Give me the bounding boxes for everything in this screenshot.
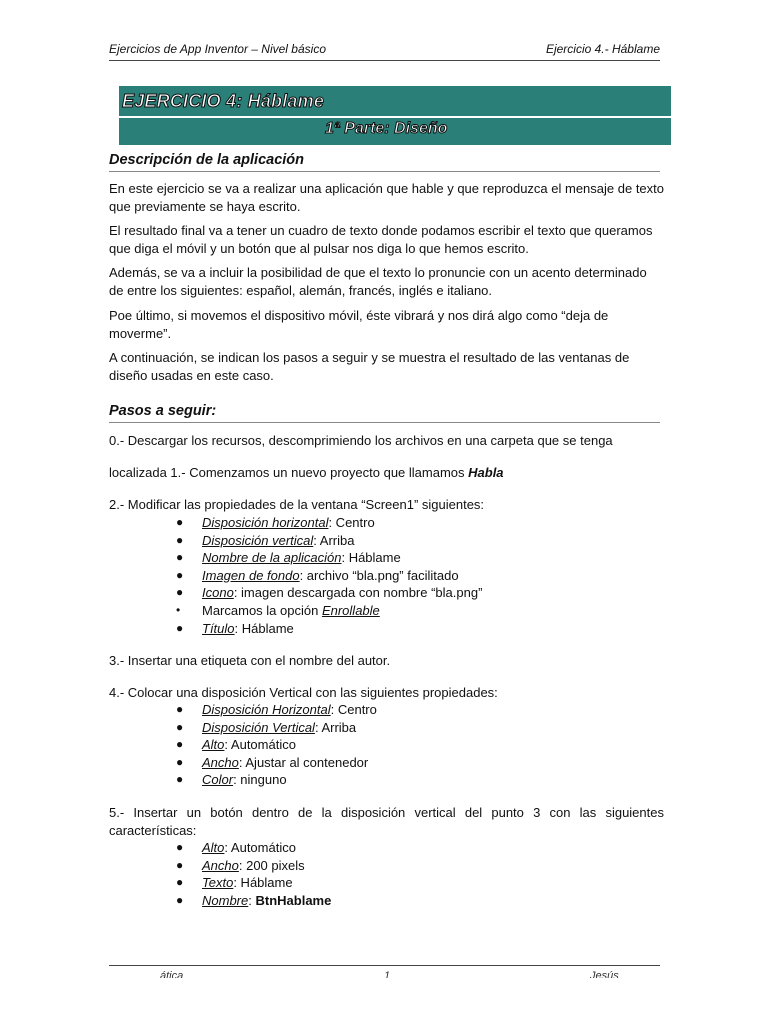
title-banner [119, 86, 671, 145]
list-item: ● Disposición horizontal: Centro [176, 515, 375, 530]
step-4: 4.- Colocar una disposición Vertical con las siguientes propiedades: [109, 685, 498, 700]
step-4-list [176, 701, 636, 789]
list-item: ● Disposición vertical: Arriba [176, 532, 355, 548]
list-item: ● Título: Háblame [176, 620, 294, 636]
step-0: 0.- Descargar los recursos, descomprimiendo los archivos en una carpeta que se tenga [109, 433, 613, 448]
footer-right-text: Jesús [590, 970, 619, 978]
header-right-text: Ejercicio 4.- Háblame [545, 42, 660, 56]
list-item: ● Icono: imagen descargada con nombre “bla.png” [176, 585, 483, 601]
exercise-title: EJERCICIO 4: Háblame [122, 91, 325, 111]
page-header [109, 42, 660, 61]
paragraph-5: A continuación, se indican los pasos a seguir y se muestra el resultado de las ventanas de diseño usadas en este caso. [109, 350, 630, 383]
list-item: ● Imagen de fondo: archivo “bla.png” facilitado [176, 567, 459, 583]
list-item: ● Alto: Automático [176, 737, 296, 753]
list-item: ● Disposición Horizontal: Centro [176, 702, 377, 717]
step-5: 5.- Insertar un botón dentro de la disposición vertical del punto 3 con las siguientes características: [109, 805, 664, 838]
step-5-list [176, 839, 636, 909]
list-item: ● Ancho: Ajustar al contenedor [176, 754, 369, 770]
footer-left-text: ática [160, 970, 184, 978]
section-steps-heading: Pasos a seguir: [109, 403, 660, 423]
paragraph-4: Poe último, si movemos el dispositivo móvil, éste vibrará y nos dirá algo como “deja de moverme”. [109, 308, 609, 341]
footer-divider [109, 965, 660, 966]
step-2: 2.- Modificar las propiedades de la ventana “Screen1” siguientes: [109, 497, 485, 512]
step-1 [109, 464, 664, 482]
exercise-subtitle: 1ª Parte: Diseño [325, 120, 448, 137]
page-number: 1 [384, 970, 391, 978]
list-item: ● Texto: Háblame [176, 875, 293, 891]
header-left-text: Ejercicios de App Inventor – Nivel básico [109, 42, 326, 56]
project-name: Habla [468, 465, 504, 480]
list-item: ● Ancho: 200 pixels [176, 857, 305, 873]
section-description-heading: Descripción de la aplicación [109, 152, 660, 172]
list-item: ● Nombre de la aplicación: Háblame [176, 550, 401, 566]
list-item: ● Nombre: BtnHablame [176, 892, 332, 908]
paragraph-2: El resultado final va a tener un cuadro de texto donde podamos escribir el texto que queramos que diga el móvil y un botón que al pulsar nos diga lo que hemos escrito. [109, 223, 653, 256]
list-item: • Marcamos la opción Enrollable [176, 602, 380, 618]
paragraph-1: En este ejercicio se va a realizar una aplicación que hable y que reproduzca el mensaje de texto que previamente se haya escrito. [109, 181, 665, 214]
step-3: 3.- Insertar una etiqueta con el nombre del autor. [109, 653, 391, 668]
step-1-text: localizada 1.- Comenzamos un nuevo proyecto que llamamos [109, 465, 469, 480]
step-2-list [176, 514, 636, 637]
list-item: ● Alto: Automático [176, 840, 296, 855]
paragraph-3: Además, se va a incluir la posibilidad de que el texto lo pronuncie con un acento determinado de entre los siguientes: español, alemán, francés, inglés e italiano. [109, 265, 647, 298]
list-item: ● Disposición Vertical: Arriba [176, 719, 357, 735]
list-item: ● Color: ninguno [176, 772, 287, 788]
banner-divider [119, 116, 671, 118]
button-name: BtnHablame [255, 892, 332, 908]
